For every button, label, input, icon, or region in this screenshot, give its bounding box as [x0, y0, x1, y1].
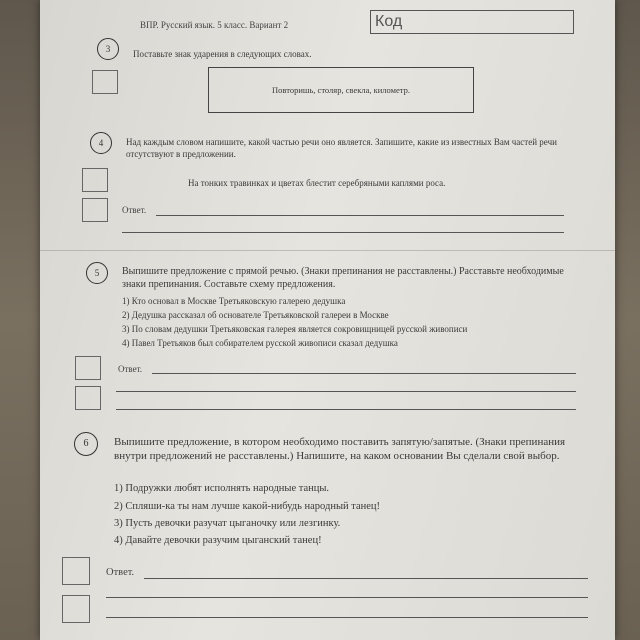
task3-number: 3 [97, 38, 119, 60]
task5-answer-label: Ответ. [118, 364, 143, 374]
task5-number: 5 [86, 262, 108, 284]
task3-score-box [92, 70, 118, 94]
task6-item-2: 2) Спляши-ка ты нам лучше какой-нибудь народный танец! [114, 501, 381, 512]
page-fold [40, 250, 615, 251]
task6-score-box-1 [62, 557, 90, 585]
code-field[interactable]: Код [370, 10, 574, 34]
task5-answer-line-2[interactable] [116, 391, 576, 392]
task6-answer-line-2[interactable] [106, 597, 588, 598]
task4-answer-label: Ответ. [122, 205, 147, 215]
task4-sentence: На тонких травинках и цветах блестит серебряными каплями роса. [188, 178, 446, 188]
task5-answer-line-3[interactable] [116, 409, 576, 410]
task6-answer-label: Ответ. [106, 567, 135, 578]
task5-item-2: 2) Дедушка рассказал об основателе Третьяковской галереи в Москве [122, 310, 389, 320]
task6-score-box-2 [62, 595, 90, 623]
task5-item-4: 4) Павел Третьяков был собирателем русской живописи сказал дедушка [122, 338, 398, 348]
task6-item-3: 3) Пусть девочки разучат цыганочку или лезгинку. [114, 518, 341, 529]
task5-item-1: 1) Кто основал в Москве Третьяковскую галерею дедушка [122, 296, 346, 306]
page-header: ВПР. Русский язык. 5 класс. Вариант 2 [140, 20, 289, 30]
task3-words-box: Повторишь, столяр, свекла, километр. [208, 67, 474, 113]
task6-answer-line-3[interactable] [106, 617, 588, 618]
task6-instruction: Выпишите предложение, в котором необходимо поставить запятую/запятые. (Знаки препинания внутри предложений не расставлены.) Напишите, на каком основании Вы сделали свой выбор. [114, 436, 566, 462]
task4-instruction: Над каждым словом напишите, какой частью речи оно является. Запишите, какие из известных Вам частей речи отсутствуют в предложении. [126, 137, 557, 159]
task4-number: 4 [90, 132, 112, 154]
task4-answer-line-1[interactable] [156, 215, 564, 216]
task4-score-box-1 [82, 168, 108, 192]
task3-instruction: Поставьте знак ударения в следующих словах. [133, 49, 312, 59]
task5-instruction: Выпишите предложение с прямой речью. (Знаки препинания не расставлены.) Расставьте необходимые знаки препинания. Составьте схему предложения. [122, 266, 564, 290]
task6-number: 6 [74, 432, 98, 456]
task6-answer-line-1[interactable] [144, 578, 588, 579]
task5-item-3: 3) По словам дедушки Третьяковская галерея является сокровищницей русской живописи [122, 324, 468, 334]
task5-answer-line-1[interactable] [152, 373, 576, 374]
task5-score-box-2 [75, 386, 101, 410]
task4-score-box-2 [82, 198, 108, 222]
worksheet-page [40, 0, 615, 640]
task6-item-1: 1) Подружки любят исполнять народные танцы. [114, 483, 330, 494]
task5-score-box-1 [75, 356, 101, 380]
task6-item-4: 4) Давайте девочки разучим цыганский танец! [114, 535, 322, 546]
task4-answer-line-2[interactable] [122, 232, 564, 233]
